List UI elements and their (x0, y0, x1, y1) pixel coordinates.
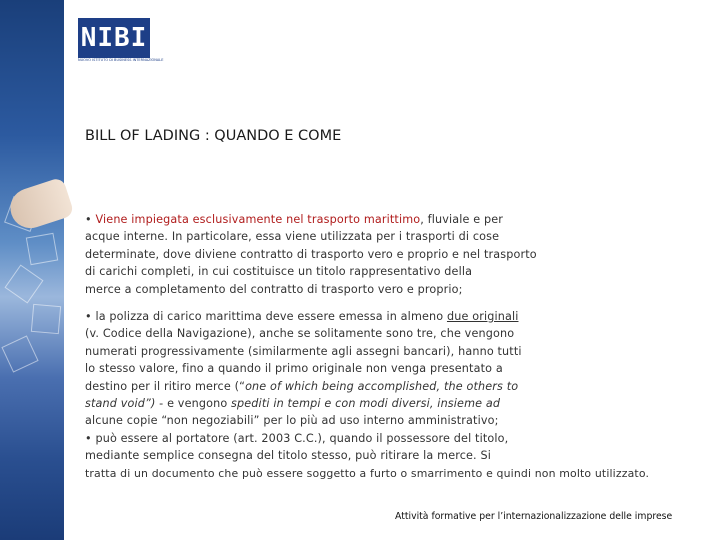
paragraph-1-line: merce a completamento del contratto di trasporto vero e proprio; (85, 282, 463, 296)
paragraph-2-line: numerati progressivamente (similarmente agli assegni bancari), hanno tutti (85, 344, 522, 358)
paragraph-2-line: • la polizza di carico marittima deve essere emessa in almeno due originali (85, 310, 519, 324)
cube-decoration (5, 265, 44, 304)
paragraph-2-line: lo stesso valore, fino a quando il primo originale non venga presentato a (85, 362, 503, 376)
nibi-logo: NIBI (78, 18, 150, 58)
paragraph-2-line: stand void”) - e vengono spediti in tempi e con modi diversi, insieme ad (85, 397, 501, 411)
paragraph-2-line: alcune copie “non negoziabili” per lo più ad uso interno amministrativo; (85, 414, 499, 428)
slide-body (85, 211, 705, 482)
cube-decoration (1, 335, 38, 372)
cube-decoration (31, 304, 61, 334)
highlighted-text: Viene impiegata esclusivamente nel trasporto marittimo (95, 213, 421, 226)
underlined-text: due originali (446, 310, 519, 324)
paragraph-2-line: tratta di un documento che può essere soggetto a furto o smarrimento e quindi non molto utilizzato. (85, 466, 650, 480)
cube-decoration (26, 233, 58, 265)
paragraph-2-line: mediante semplice consegna del titolo stesso, può ritirare la merce. Si (85, 449, 491, 463)
paragraph-1-line: determinate, dove diviene contratto di trasporto vero e proprio e nel trasporto (85, 247, 537, 261)
slide-title: BILL OF LADING : QUANDO E COME (85, 128, 342, 144)
decorative-side-image (0, 0, 64, 540)
paragraph-1-line: • Viene impiegata esclusivamente nel trasporto marittimo, fluviale e per (85, 213, 504, 226)
paragraph-1-line: acque interne. In particolare, essa viene utilizzata per i trasporti di cose (85, 230, 500, 244)
footer-text: Attività formative per l’internazionalizzazione delle imprese (395, 511, 673, 522)
logo-subtitle: NUOVO ISTITUTO DI BUSINESS INTERNAZIONALE (78, 58, 164, 62)
paragraph-1-line: di carichi completi, in cui costituisce un titolo rappresentativo della (85, 265, 473, 279)
paragraph-2-line: destino per il ritiro merce (“one of which being accomplished, the others to (85, 379, 519, 393)
paragraph-2-line: (v. Codice della Navigazione), anche se solitamente sono tre, che vengono (85, 327, 515, 341)
paragraph-2-line: • può essere al portatore (art. 2003 C.C.), quando il possessore del titolo, (85, 431, 509, 445)
bullet: • (85, 213, 92, 226)
